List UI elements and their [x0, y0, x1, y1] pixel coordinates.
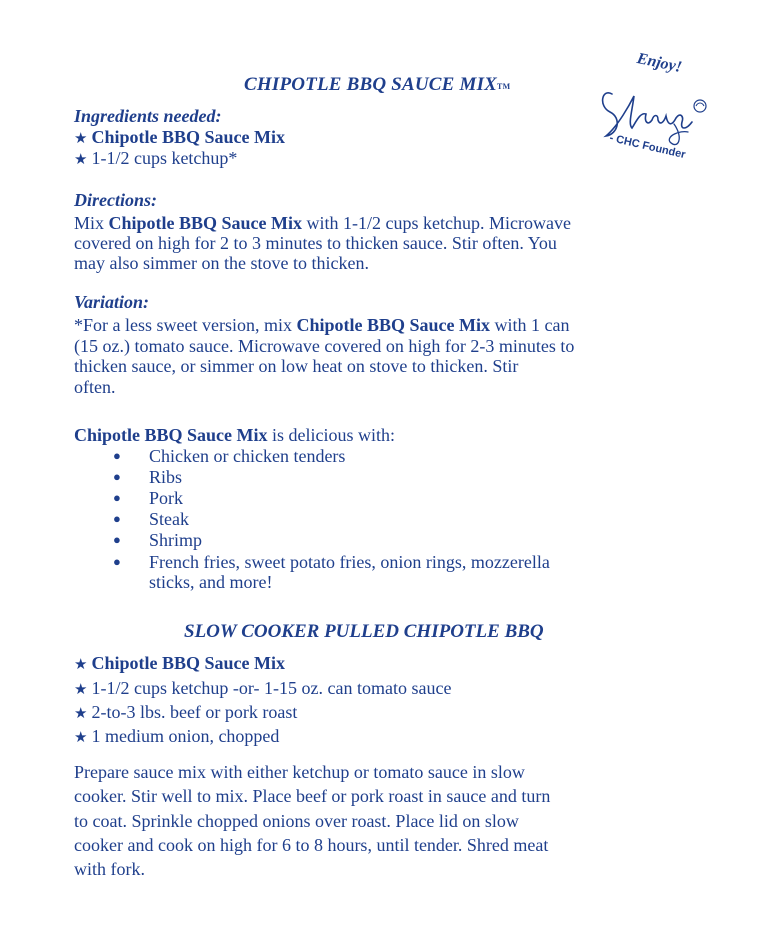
trademark-mark: TM	[497, 82, 511, 91]
ingredient-item	[74, 726, 279, 748]
star-icon: ★	[74, 682, 88, 698]
ingredient-text: 1-1/2 cups ketchup -or- 1-15 oz. can tomato sauce	[91, 678, 452, 698]
recipe-title-text: CHIPOTLE BBQ SAUCE MIX	[244, 74, 498, 95]
instructions-line: to coat. Sprinkle chopped onions over roast. Place lid on slow	[74, 811, 519, 831]
bullet-icon: ●	[113, 448, 121, 463]
list-item	[113, 487, 183, 509]
variation-line: thicken sauce, or simmer on low heat on stove to thicken. Stir	[74, 356, 519, 376]
ingredient-item	[74, 127, 285, 149]
list-item	[113, 529, 202, 551]
directions-line	[74, 213, 571, 233]
list-item-text: Chicken or chicken tenders	[149, 446, 346, 466]
list-item	[113, 551, 550, 573]
instructions-line: with fork.	[74, 859, 145, 879]
list-item-text: Pork	[149, 488, 184, 508]
instructions-line: cooker and cook on high for 6 to 8 hours, until tender. Shred meat	[74, 835, 549, 855]
variation-heading: Variation:	[74, 292, 150, 312]
list-item-text: French fries, sweet potato fries, onion rings, mozzerella	[149, 552, 550, 572]
slow-cooker-title: SLOW COOKER PULLED CHIPOTLE BBQ	[184, 621, 544, 642]
ingredient-text: 1 medium onion, chopped	[91, 726, 280, 746]
founder-caption: - CHC Founder	[608, 132, 687, 162]
list-item	[113, 445, 345, 467]
variation-line: often.	[74, 377, 116, 397]
ingredient-text: Chipotle BBQ Sauce Mix	[91, 653, 285, 673]
list-item-text: Shrimp	[149, 530, 203, 550]
list-item-continuation: sticks, and more!	[149, 572, 273, 592]
ingredient-text: 2-to-3 lbs. beef or pork roast	[91, 702, 298, 722]
ingredient-text: Chipotle BBQ Sauce Mix	[91, 127, 285, 147]
product-name: Chipotle BBQ Sauce Mix	[296, 315, 490, 335]
directions-line: may also simmer on the stove to thicken.	[74, 253, 369, 273]
ingredient-item	[74, 678, 451, 700]
bullet-icon: ●	[113, 490, 121, 505]
variation-text: *For a less sweet version, mix	[74, 315, 297, 335]
star-icon: ★	[74, 131, 88, 147]
product-name: Chipotle BBQ Sauce Mix	[74, 425, 268, 445]
directions-heading: Directions:	[74, 190, 157, 210]
ingredient-text: 1-1/2 cups ketchup*	[91, 148, 238, 168]
variation-line	[74, 315, 569, 335]
bullet-icon: ●	[113, 469, 121, 484]
ingredient-item	[74, 148, 237, 170]
list-item-text: Ribs	[149, 467, 183, 487]
recipe-title	[244, 74, 510, 96]
delicious-text: is delicious with:	[267, 425, 396, 445]
list-item-text: Steak	[149, 509, 189, 529]
variation-text: with 1 can	[489, 315, 570, 335]
star-icon: ★	[74, 152, 88, 168]
star-icon: ★	[74, 730, 88, 746]
bullet-icon: ●	[113, 554, 121, 569]
ingredient-item	[74, 653, 285, 675]
star-icon: ★	[74, 706, 88, 722]
list-item	[113, 508, 189, 530]
instructions-line: cooker. Stir well to mix. Place beef or pork roast in sauce and turn	[74, 786, 551, 806]
product-name: Chipotle BBQ Sauce Mix	[108, 213, 303, 233]
directions-text: with 1-1/2 cups ketchup. Microwave	[302, 213, 571, 233]
bullet-icon: ●	[113, 511, 121, 526]
delicious-with-line	[74, 425, 395, 445]
ingredients-heading: Ingredients needed:	[74, 106, 222, 126]
bullet-icon: ●	[113, 532, 121, 547]
instructions-line: Prepare sauce mix with either ketchup or tomato sauce in slow	[74, 762, 525, 782]
enjoy-text: Enjoy!	[635, 50, 684, 77]
directions-text: Mix	[74, 213, 109, 233]
list-item	[113, 466, 182, 488]
star-icon: ★	[74, 657, 88, 673]
directions-line: covered on high for 2 to 3 minutes to thicken sauce. Stir often. You	[74, 233, 557, 253]
variation-line: (15 oz.) tomato sauce. Microwave covered on high for 2-3 minutes to	[74, 336, 575, 356]
ingredient-item	[74, 702, 297, 724]
